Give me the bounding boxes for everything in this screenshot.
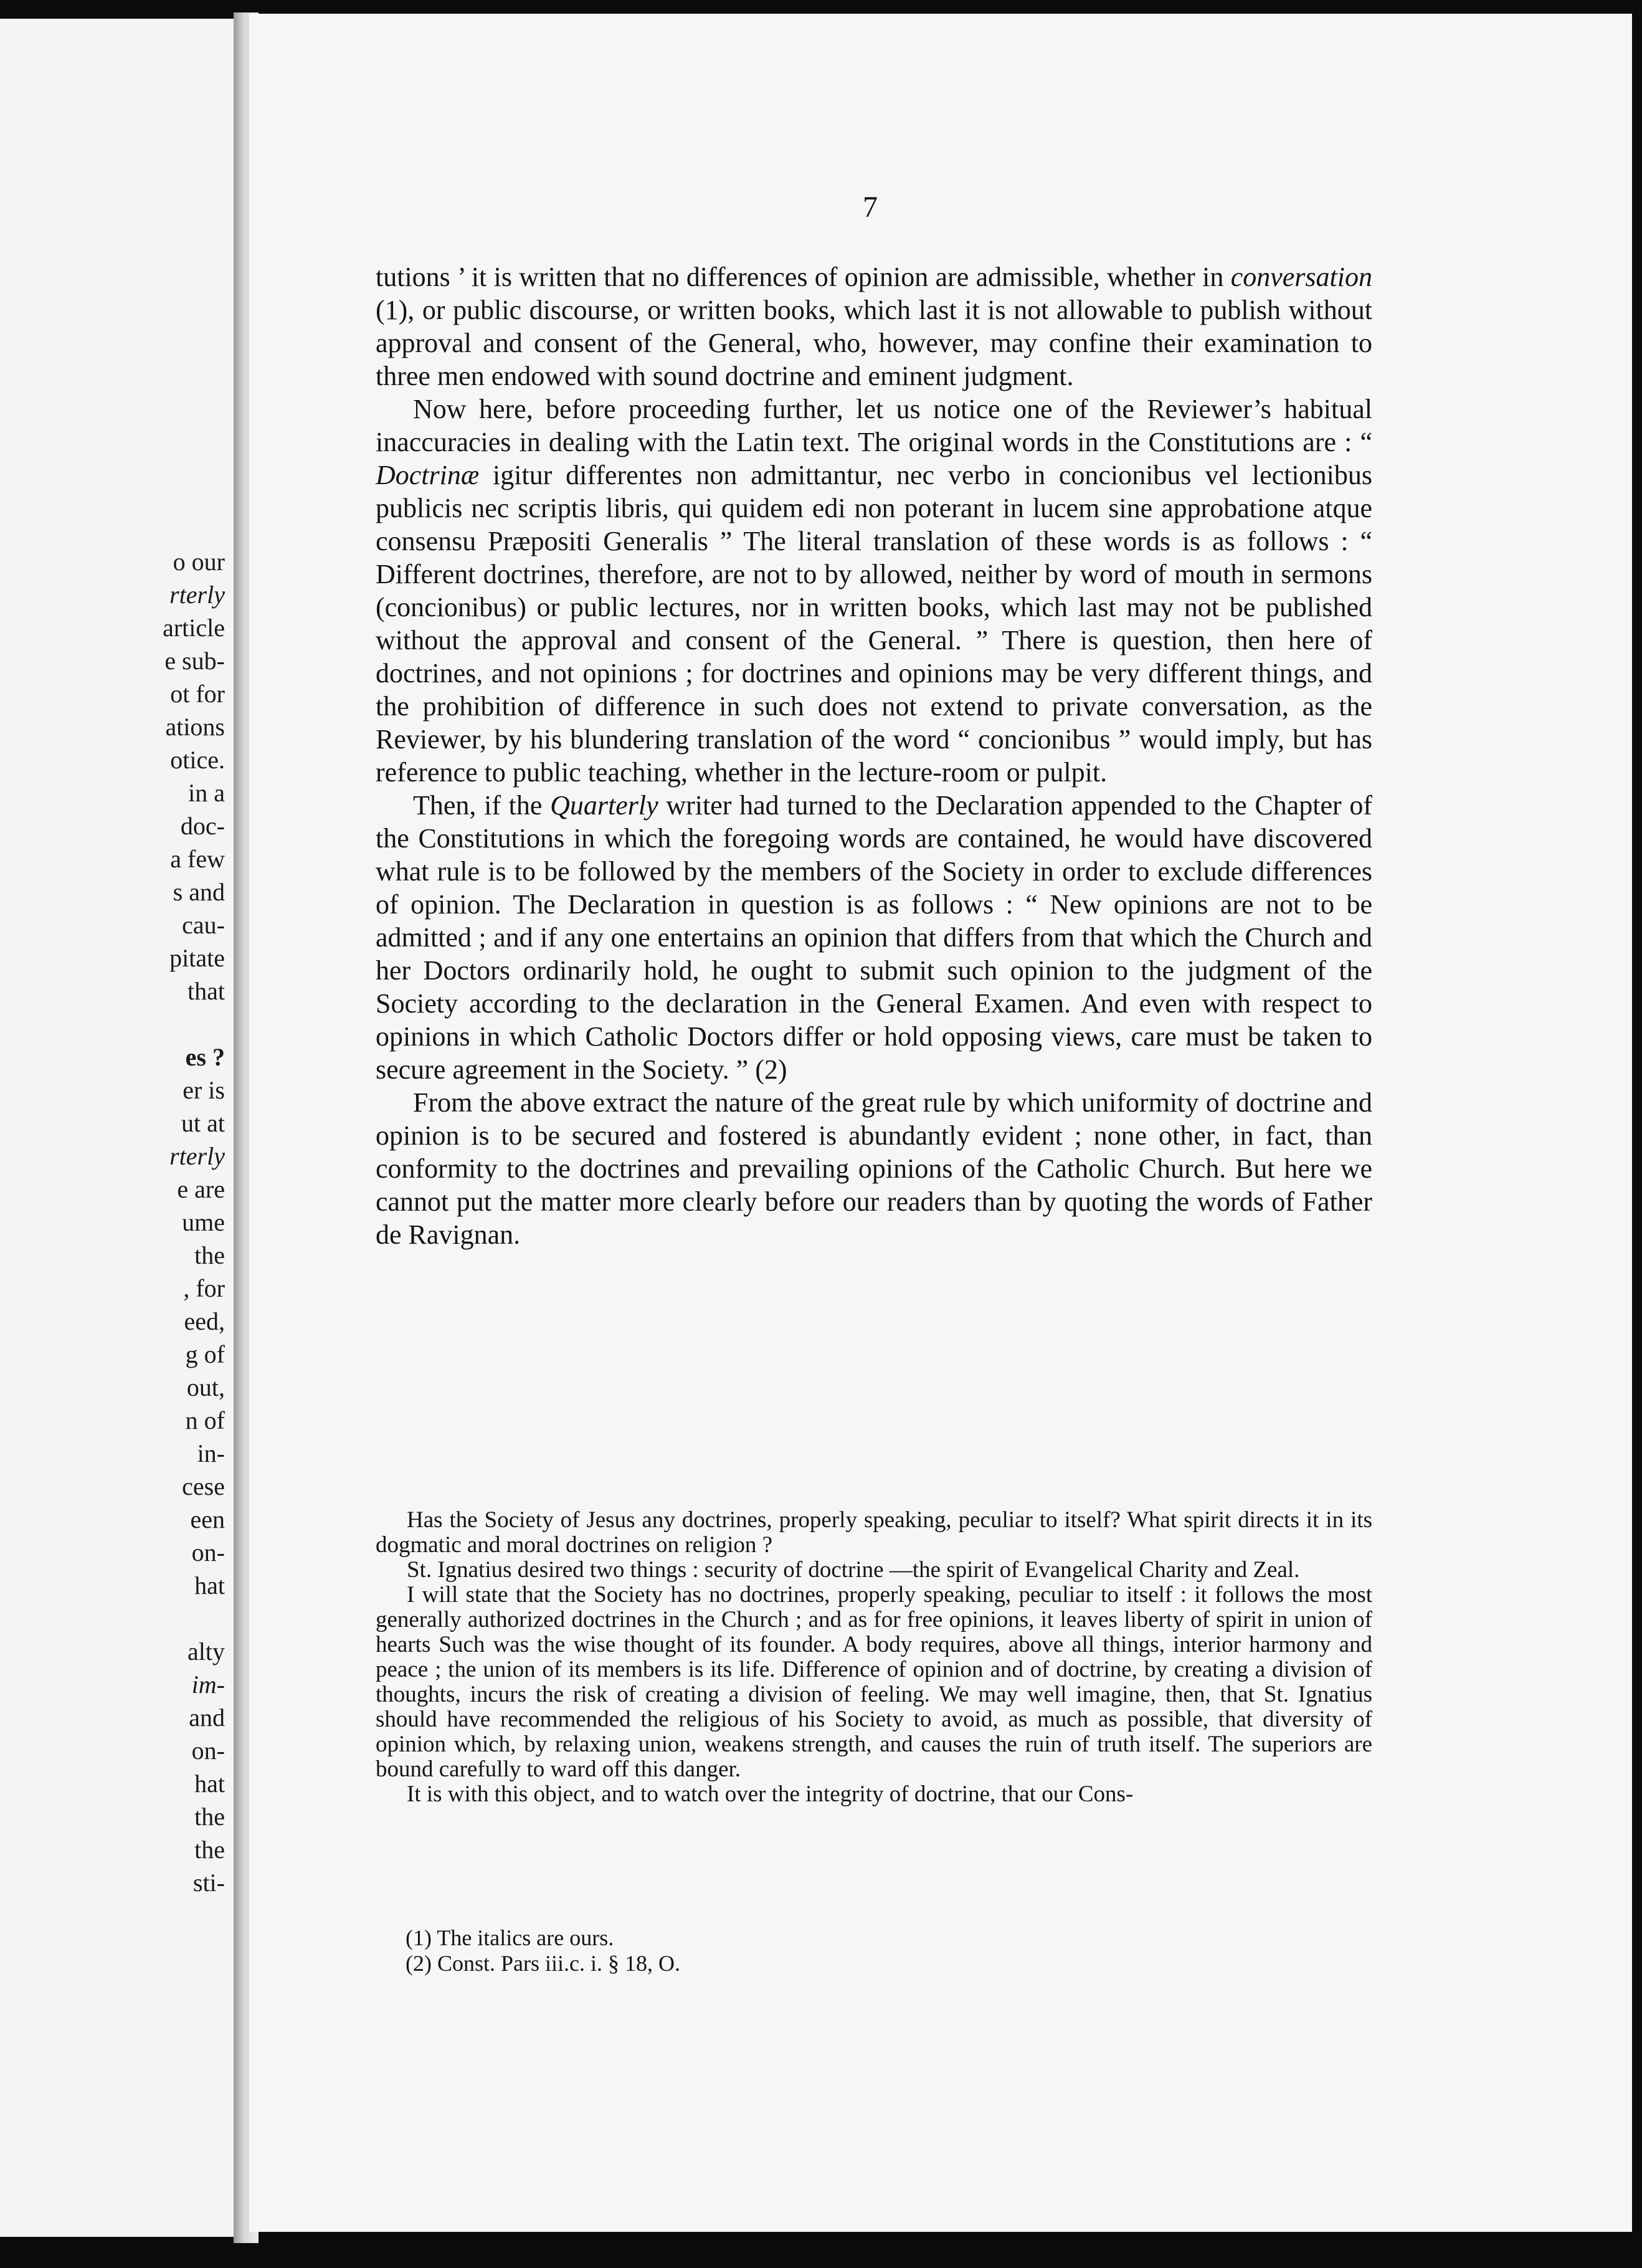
facing-page-fragment: article	[163, 614, 225, 642]
footnote-1: (1) The italics are ours.	[406, 1925, 614, 1950]
facing-page-fragment: on-	[191, 1737, 225, 1765]
facing-page-fragment: g of	[185, 1340, 225, 1368]
facing-page-fragment: ot for	[170, 680, 225, 708]
facing-page-fragment: e sub-	[164, 647, 225, 675]
footnote-2: (2) Const. Pars iii.c. i. § 18, O.	[406, 1951, 680, 1976]
facing-page-fragment: doc-	[180, 812, 225, 840]
paragraph-1: tutions ’ it is written that no differences of opinion are admissible, whether in conversation (1), or public discourse, or written books, which last it is not allowable to publish without approval and consent of the General, who, however, may confine their examination to three men endowed with sound doctrine and eminent judgment.	[376, 262, 1372, 391]
facing-page-fragment: alty	[187, 1637, 225, 1665]
facing-page-fragment: o our	[173, 548, 225, 576]
facing-page-fragment: cau-	[182, 911, 225, 939]
page-number: 7	[863, 191, 878, 224]
quote-paragraph-2: St. Ignatius desired two things : security of doctrine —the spirit of Evangelical Charity and Zeal.	[407, 1557, 1300, 1583]
quote-paragraph-4: It is with this object, and to watch over the integrity of doctrine, that our Cons-	[407, 1781, 1134, 1807]
facing-page-fragment: the	[194, 1803, 225, 1831]
facing-page-fragment: n of	[185, 1406, 225, 1434]
facing-page-fragment: that	[187, 977, 225, 1005]
facing-page-fragment: e are	[177, 1175, 225, 1203]
facing-page-fragment: in a	[188, 779, 225, 807]
facing-page-fragment: the	[194, 1836, 225, 1864]
facing-page-fragment: s and	[173, 878, 225, 906]
facing-page-fragment: er is	[183, 1076, 225, 1104]
paragraph-4: From the above extract the nature of the great rule by which uniformity of doctrine and opinion is to be secured and fostered is abundantly evident ; none other, in fact, than conformity to the doctrines and prevailing opinions of the Catholic Church. But here we cannot put the matter more clearly before our readers than by quoting the words of Father de Ravignan.	[376, 1087, 1372, 1250]
facing-page-fragment: ut at	[181, 1109, 225, 1137]
paragraph-2: Now here, before proceeding further, let us notice one of the Reviewer’s habitual inaccuracies in dealing with the Latin text. The original words in the Constitutions are : “ Doctrinæ igitur differentes non admittantur, nec verbo in concionibus vel lectionibus publicis nec scriptis libris, qui quidem edi non poterant in lucem sine approbatione atque consensu Præpositi Generalis ” The literal translation of these words is as follows : “ Different doctrines, therefore, are not to by allowed, neither by word of mouth in sermons (concionibus) or public lectures, nor in written books, which last may not be published without the approval and consent of the General. ” There is question, then here of doctrines, and not opinions ; for doctrines and opinions may be very different things, and the prohibition of difference in such does not extend to private conversation, as the Reviewer, by his blundering translation of the word “ concionibus ” would imply, but has reference to public teaching, whether in the lecture-room or pulpit.	[376, 394, 1372, 788]
body-text	[376, 260, 1372, 1251]
facing-page-fragment: on-	[191, 1538, 225, 1566]
quote-paragraph-3: I will state that the Society has no doctrines, properly speaking, peculiar to itself : it follows the most generally authorized doctrines in the Church ; and as for free opinions, it leaves liberty of spirit in union of hearts Such was the wise thought of its founder. A body requires, above all things, interior harmony and peace ; the union of its members is its life. Difference of opinion and of doctrine, by creating a division of thoughts, incurs the risk of creating a division of feeling. We may well imagine, then, that St. Ignatius should have recommended the religious of his Society to avoid, as much as possible, that diversity of opinion which, by relaxing union, weakens strength, and causes the ruin of truth itself. The superiors are bound carefully to ward off this danger.	[376, 1582, 1372, 1782]
facing-page-fragment: out,	[186, 1373, 225, 1401]
footnotes	[376, 1925, 1372, 1976]
facing-page-fragment: im-	[191, 1670, 225, 1699]
quote-paragraph-1: Has the Society of Jesus any doctrines, properly speaking, peculiar to itself? What spirit directs it in its dogmatic and moral doctrines on religion ?	[376, 1507, 1372, 1558]
facing-page-fragment: rterly	[169, 581, 225, 609]
facing-page-fragment: sti-	[192, 1869, 225, 1897]
facing-page-fragment: hat	[194, 1770, 225, 1798]
facing-page-fragment: ume	[182, 1208, 225, 1236]
facing-page-fragment: ations	[165, 713, 225, 741]
facing-page-fragment: in-	[197, 1439, 225, 1467]
facing-page-fragment: otice.	[170, 746, 225, 774]
facing-page-fragment: rterly	[169, 1142, 225, 1170]
facing-page-fragment: , for	[183, 1274, 225, 1302]
facing-page-edge	[0, 19, 234, 2237]
facing-page-fragment: a few	[170, 845, 225, 873]
paragraph-3: Then, if the Quarterly writer had turned to the Declaration appended to the Chapter of the Constitutions in which the foregoing words are contained, he would have discovered what rule is to be followed by the members of the Society in order to exclude differences of opinion. The Declaration in question is as follows : “ New opinions are not to be admitted ; and if any one entertains an opinion that differs from that which the Church and her Doctors ordinarily hold, he ought to submit such opinion to the judgment of the Society according to the declaration in the General Examen. And even with respect to opinions in which Catholic Doctors differ or hold opposing views, care must be taken to secure agreement in the Society. ” (2)	[376, 790, 1372, 1085]
facing-page-fragment: hat	[194, 1571, 225, 1599]
facing-page-fragment: eed,	[184, 1307, 225, 1335]
facing-page-fragment: pitate	[169, 944, 225, 972]
facing-page-fragment: es ?	[185, 1043, 225, 1071]
facing-page-fragment: and	[189, 1703, 225, 1732]
facing-page-fragment: cese	[182, 1472, 225, 1500]
facing-page-fragment: the	[194, 1241, 225, 1269]
block-quote	[376, 1508, 1372, 1807]
facing-page-fragment: een	[190, 1505, 225, 1533]
